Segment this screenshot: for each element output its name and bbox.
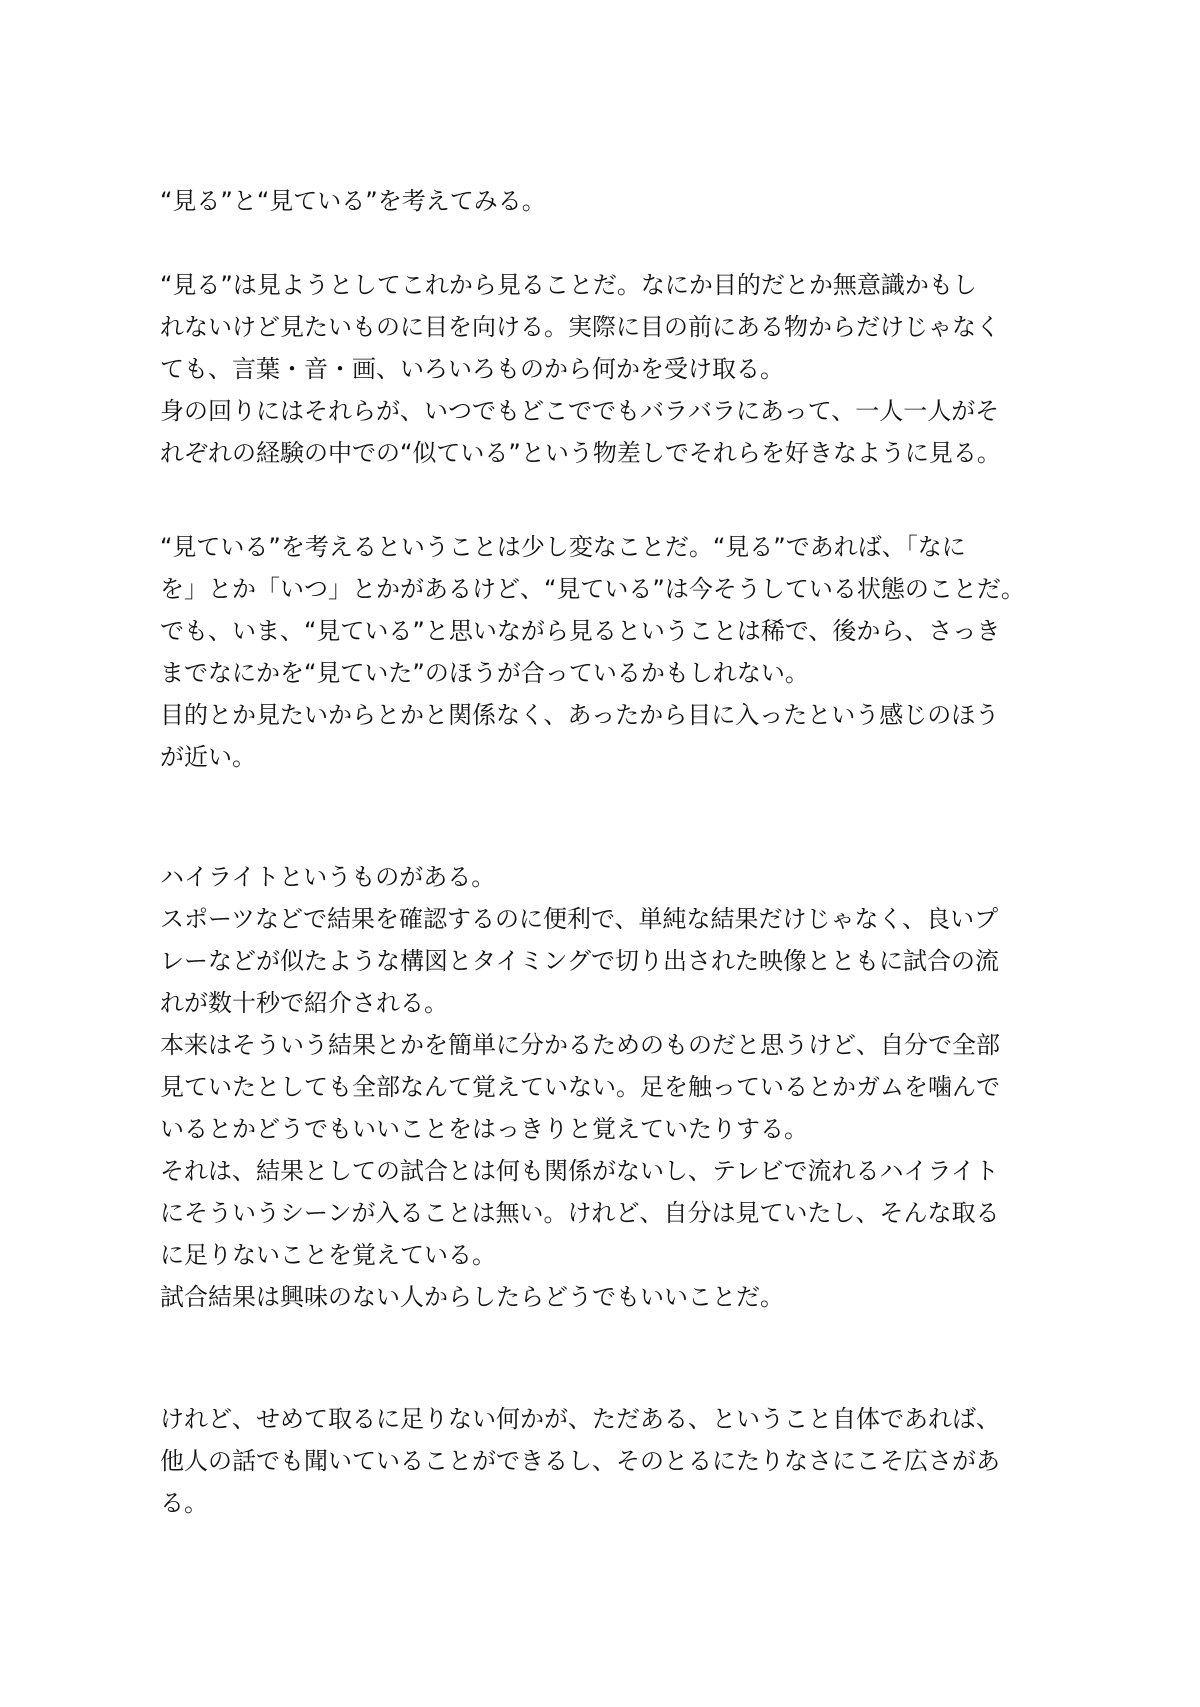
paragraph-line: スポーツなどで結果を確認するのに便利で、単純な結果だけじゃなく、良いプ bbox=[160, 905, 999, 933]
paragraph-line: “見る”は見ようとしてこれから見ることだ。なにか目的だとか無意識かもし bbox=[160, 271, 977, 299]
paragraph-line: までなにかを“見ていた”のほうが合っているかもしれない。 bbox=[160, 659, 809, 687]
paragraph-line: れぞれの経験の中での“似ている”という物差しでそれらを好きなように見る。 bbox=[160, 439, 1001, 467]
paragraph-line: 他人の話でも聞いていることができるし、そのとるにたりなさにこそ広さがあ bbox=[160, 1447, 1000, 1475]
paragraph-line: れが数十秒で紹介される。 bbox=[160, 989, 448, 1017]
paragraph-line: にそういうシーンが入ることは無い。けれど、自分は見ていたし、そんな取る bbox=[160, 1199, 1000, 1227]
paragraph-line: レーなどが似たような構図とタイミングで切り出された映像とともに試合の流 bbox=[160, 947, 1000, 975]
paragraph-line: れないけど見たいものに目を向ける。実際に目の前にある物からだけじゃなく bbox=[160, 313, 1000, 341]
paragraph-line: 身の回りにはそれらが、いつでもどこででもバラバラにあって、一人一人がそ bbox=[160, 397, 1000, 425]
paragraph-line: を」とか「いつ」とかがあるけど、“見ている”は今そうしている状態のことだ。 bbox=[160, 575, 1025, 603]
paragraph-1 bbox=[160, 264, 1060, 474]
paragraph-line: ても、言葉・音・画、いろいろものから何かを受け取る。 bbox=[160, 355, 784, 383]
paragraph-line: でも、いま、“見ている”と思いながら見るということは稀で、後から、さっき bbox=[160, 617, 1001, 645]
paragraph-line: けれど、せめて取るに足りない何かが、ただある、ということ自体であれば、 bbox=[160, 1405, 1000, 1433]
paragraph-line: に足りないことを覚えている。 bbox=[160, 1241, 496, 1269]
paragraph-line: それは、結果としての試合とは何も関係がないし、テレビで流れるハイライト bbox=[160, 1157, 999, 1185]
title-line: “見る”と“見ている”を考えてみる。 bbox=[160, 187, 546, 215]
paragraph-line: る。 bbox=[160, 1489, 208, 1517]
document-title bbox=[160, 180, 1060, 222]
paragraph-line: が近い。 bbox=[160, 743, 256, 771]
paragraph-line: ハイライトというものがある。 bbox=[160, 863, 496, 891]
paragraph-2 bbox=[160, 526, 1060, 778]
paragraph-4 bbox=[160, 1398, 1060, 1524]
paragraph-3 bbox=[160, 856, 1060, 1318]
paragraph-line: 試合結果は興味のない人からしたらどうでもいいことだ。 bbox=[160, 1283, 784, 1311]
paragraph-line: “見ている”を考えるということは少し変なことだ。“見る”であれば、「なに bbox=[160, 533, 966, 561]
paragraph-line: いるとかどうでもいいことをはっきりと覚えていたりする。 bbox=[160, 1115, 808, 1143]
paragraph-line: 目的とか見たいからとかと関係なく、あったから目に入ったという感じのほう bbox=[160, 701, 1000, 729]
paragraph-line: 見ていたとしても全部なんて覚えていない。足を触っているとかガムを噛んで bbox=[160, 1073, 1000, 1101]
paragraph-line: 本来はそういう結果とかを簡単に分かるためのものだと思うけど、自分で全部 bbox=[160, 1031, 1000, 1059]
